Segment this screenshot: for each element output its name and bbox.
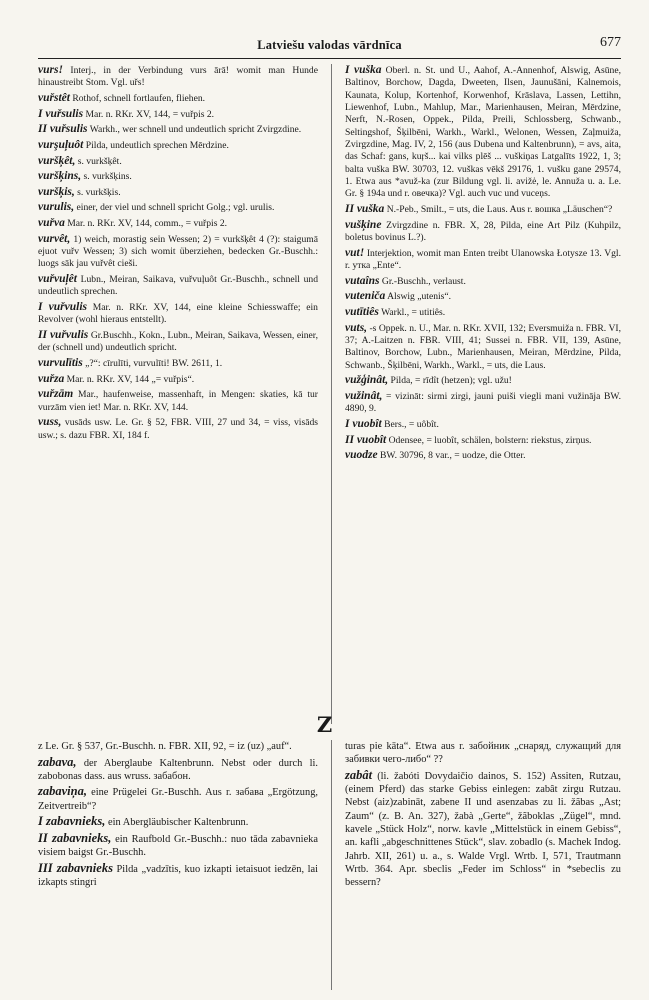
dictionary-entry [38,108,318,121]
entry-headword: vuršķis, [38,185,75,198]
entry-headword: I vuřvulis [38,301,88,314]
dictionary-entry [38,301,318,327]
entry-definition: 1) weich, morastig sein Wessen; 2) = vurkšķêt 4 (?): staigumā ejuot vuřv Wessen; 3) sich womit überziehen, bedecken Gr.-Buschh.: luogs sāk jau vuřvêt cieši. [38,233,318,270]
dictionary-entry [345,740,621,767]
entry-headword: II vuřvulis [38,329,89,342]
column-divider-bottom [331,740,332,990]
entry-definition: Pilda, = rīdît (hetzen); vgl. užu! [388,375,512,387]
entry-headword: vutītiês [345,305,379,318]
section-letter: Z [316,712,333,737]
dictionary-entry [38,785,318,813]
page-title: Latviešu valodas vārdnīca [257,38,402,52]
dictionary-entry [38,64,318,90]
entry-definition: Mar. n. RKr. XV, 144, eine kleine Schiesswaffe; ein Revolver (wohl hieraus entstellt). [38,302,318,326]
dictionary-entry [38,201,318,214]
entry-definition: Mar. n. RKr. XV, 144, comm., = vuřpis 2. [64,218,228,230]
dictionary-entry [38,832,318,860]
entry-headword: zabava, [38,754,77,769]
dictionary-entry [38,329,318,355]
entry-definition: „?“: cīrulīti, vurvulīti! BW. 2611, 1. [82,358,223,370]
entry-headword: vurvulītis [38,357,83,370]
entry-headword: II vuobît [345,433,387,446]
entry-headword: vuss, [38,416,62,429]
entry-headword: II vuřsulis [38,123,88,136]
entry-headword: vuřva [38,217,65,230]
right-column-bottom [345,740,621,892]
dictionary-entry [345,275,621,288]
entry-definition: z Le. Gr. § 537, Gr.-Buschh. n. FBR. XII, 92, = iz (uz) „auf“. [38,741,292,752]
dictionary-entry [345,449,621,462]
dictionary-entry [38,862,318,890]
entry-definition: Mar. n. RKr. XV, 144 „= vuřpis“. [64,373,195,385]
dictionary-entry [345,219,621,245]
dictionary-entry [38,388,318,414]
entry-definition: eine Prügelei Gr.-Buschh. Aus r. забава „Ergötzung, Zeitvertreib“? [38,787,318,812]
entry-definition: der Aberglaube Kaltenbrunn. Nebst oder durch li. zabobonas dass. aus wruss. забабон. [38,757,318,782]
entry-definition: Gr.-Buschh., verlaust. [379,275,466,287]
entry-headword: vurşuļuôt [38,138,84,151]
dictionary-entry [38,416,318,442]
entry-headword: vuřstêt [38,91,70,104]
left-column-top [38,64,318,444]
dictionary-entry [345,769,621,890]
dictionary-entry [38,373,318,386]
dictionary-entry [345,374,621,387]
entry-headword: II zabavnieks, [38,830,112,845]
entry-definition: Zvirgzdine n. FBR. X, 28, Pilda, eine Art Pilz (Kuhpilz, boletus bovinus L.?). [345,219,621,244]
entry-headword: zabaviņa, [38,784,87,799]
entry-headword: vuřvuļêt [38,273,77,286]
entry-definition: -s Oppek. n. U., Mar. n. RKr. XVII, 132; Eversmuiža n. FBR. VI, 37; A.-Laitzen n. FBR. VIII, 41; Sussei n. FBR. VII, 139, Asūne, Baltinov, Borchow, Lubn., Marienhausen, Meiran, Mērdzine, Pilda, Schwanb., Šķilbēni, Warkh., Warkl., = uts, die Laus. [345,322,621,371]
entry-headword: vut! [345,246,365,259]
dictionary-entry [345,247,621,273]
entry-headword: II vuška [345,203,385,216]
entry-definition: Bers., = uôbît. [381,418,439,430]
entry-definition: Mar. n. RKr. XV, 144, = vuřpis 2. [83,108,215,120]
entry-headword: I vuřsulis [38,107,84,120]
entry-definition: (li. žabóti Dovydaičio dainos, S. 152) Assiten, Rutzau, (einem Pferd) das starke Gebiss einlegen: zabât zirgu Rutzau. Nebst (aiz)zabināt, zabene II und asenzabas zu li. žãbas „Ast; Zaum“ (z. B. An. 327), žabà „Gerte“, žãboklas „Zügel“, mnd. kavele „Stück Holz“, norw. kavle „Mittelstück in einem Gebiss“, an. kafli „abgeschnittenes Stück“, slav. zobadlo (s. Machek Indog. Jahrb. XII, 261) u. a., s. Walde Vrgl. Wrtb. I, 571, Trautmann Wrtb. 364. Apr. sbeclis „Feder im Schloss“ in *sebeclis zu bessern? [345,770,621,889]
entry-definition: BW. 30796, 8 var., = uodze, die Otter. [377,450,526,462]
dictionary-entry [38,273,318,299]
entry-definition: Warkl., = utitiês. [378,306,446,318]
dictionary-entry [38,740,318,753]
right-column-top [345,64,621,465]
entry-headword: vuteniča [345,290,386,303]
entry-definition: s. vurkšķis. [74,186,121,198]
column-divider-top [331,64,332,724]
entry-definition: Pilda, undeutlich sprechen Mērdzine. [83,139,229,151]
entry-definition: Mar., haufenweise, massenhaft, in Mengen: skaties, kā tur vurzām vien iet! Mar. n. RKr. XV, 144. [38,389,318,413]
entry-definition: Interjektion, womit man Enten treibt Ulanowska Łotysze 13. Vgl. r. утка „Ente“. [345,247,621,272]
dictionary-entry [345,390,621,416]
entry-headword: zabât [345,767,373,782]
dictionary-entry [38,123,318,136]
entry-headword: III zabavnieks [38,860,113,875]
entry-definition: Lubn., Meiran, Saikava, vuřvuļuôt Gr.-Buschh., schnell und undeutlich sprechen. [38,274,318,298]
dictionary-entry [38,217,318,230]
dictionary-entry [38,186,318,199]
entry-definition: Pilda „vadzītis, kuo izkapti ietaisuot iedzēn, lai izkapts stingri [38,863,319,889]
header-rule [38,58,621,59]
entry-definition: = vizināt: sirmi zirgi, jauni puiši viegli mani vužināja BW. 4890, 9. [345,390,621,415]
entry-headword: vurvêt, [38,232,71,245]
entry-headword: vužinât, [345,389,383,402]
entry-definition: einer, der viel und schnell spricht Golg.; vgl. urulis. [74,202,275,214]
dictionary-entry [38,92,318,105]
page-header [38,35,621,58]
dictionary-entry [38,756,318,784]
dictionary-entry [38,815,318,829]
entry-definition: Gr.Buschh., Kokn., Lubn., Meiran, Saikava, Wessen, einer, der (schnell und) undeutlich spricht. [38,330,319,354]
dictionary-entry [38,155,318,168]
entry-headword: vušķine [345,218,382,231]
entry-definition: Rothof, schnell fortlaufen, fliehen. [69,92,206,104]
entry-definition: s. vurkšķins. [81,171,132,183]
entry-headword: vurs! [38,64,63,76]
dictionary-entry [345,64,621,201]
dictionary-entry [38,233,318,271]
entry-definition: Oberl. n. St. und U., Aahof, A.-Annenhof, Alswig, Asūne, Baltinov, Borchow, Dagda, Dweeten, Ilsen, Jaunušāni, Kalnemois, Kaunata, Kolup, Kortenhof, Korwenhof, Krāslava, Lassen, Lettihn, Liewenhof, Lubn., Mahlup, Mar., Marienhausen, Meiran, Mērdzine, Nerft, N.-Rosen, Oppek., Pilda, Preili, Schlossberg, Schwanb., Seltingshof, Šķilbēni, Warkh., Warkl., Welonen, Wessen, Zaļmuiža, Zvirgzdine, Mag. IV, 2, 156 (aus Dubena und Kaltenbrunn), = avs, aita, das Schaf: gans, kuŗš... kai vilks plēš ... vuškiņas Latgalīts 1922, 1, 3; balta vuška BW. 30703, 12. vuškas vēkš 29176, 1. vušku gane 29574, 1. Etwa aus *avuž-ka (zur Bildung vgl. li. avižė, le. Annuža u. a. Le. Gr. § 194a und r. овечка)? Vgl. auch vuc und vuceņs. [345,65,622,200]
entry-definition: Alswig „utenis“. [385,291,452,303]
entry-headword: vuodze [345,449,378,462]
entry-headword: vuts, [345,321,368,334]
entry-headword: vuřza [38,372,65,385]
entry-headword: I zabavnieks, [38,814,106,829]
entry-headword: vužģinât, [345,374,389,387]
left-column-bottom [38,740,318,892]
dictionary-entry [345,306,621,319]
entry-definition: Odensee, = luobît, schälen, bolstern: riekstus, zirņus. [386,434,592,446]
dictionary-entry [345,434,621,447]
dictionary-entry [345,203,621,216]
entry-headword: I vuška [345,64,382,76]
entry-definition: ein Abergläubischer Kaltenbrunn. [105,817,249,829]
entry-headword: vuřzām [38,388,74,401]
entry-definition: Interj., in der Verbindung vurs ārā! womit man Hunde hinaustreibt Stom. Vgl. uřs! [38,65,318,89]
entry-definition: vusāds usw. Le. Gr. § 52, FBR. VIII, 27 und 34, = viss, visāds usw.; s. dazu FBR. XI, 184 f. [38,417,318,441]
dictionary-entry [38,170,318,183]
entry-headword: vuršķins, [38,170,82,183]
dictionary-entry [38,357,318,370]
dictionary-entry [38,139,318,152]
entry-definition: s. vurkšķêt. [75,155,122,167]
dictionary-entry [345,322,621,372]
entry-headword: I vuobît [345,417,382,430]
entry-headword: vurulis, [38,201,75,214]
entry-headword: vuršķêt, [38,154,76,167]
dictionary-entry [345,290,621,303]
dictionary-entry [345,418,621,431]
entry-definition: Warkh., wer schnell und undeutlich spricht Zvirgzdine. [87,124,302,136]
entry-definition: N.-Peb., Smilt., = uts, die Laus. Aus r. вошка „Läuschen“? [384,204,613,216]
entry-headword: vutaîns [345,274,380,287]
entry-definition: ein Raufbold Gr.-Buschh.: nuo tāda zabavnieka visiem baigst Gr.-Buschh. [38,833,318,859]
page-number: 677 [600,35,621,50]
entry-definition: turas pie kāta“. Etwa aus r. забойник „снаряд, служащий для забивки чего-либо“ ?? [345,741,621,766]
